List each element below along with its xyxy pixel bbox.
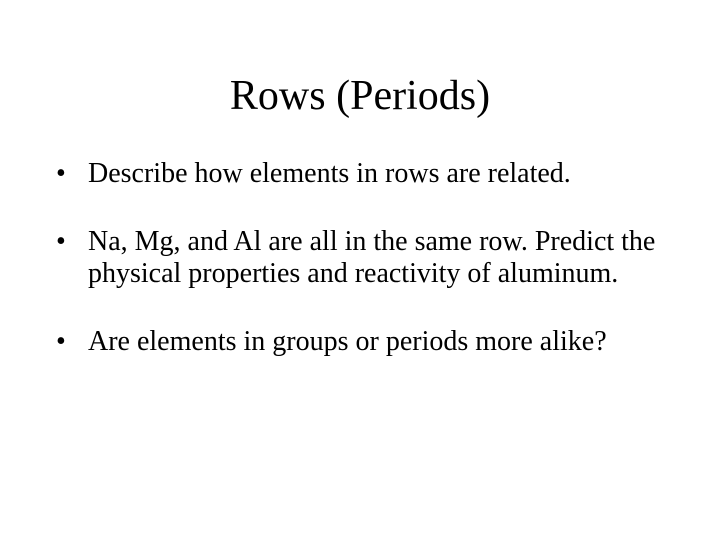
bullet-marker: • — [56, 326, 66, 357]
bullet-list — [56, 158, 676, 358]
bullet-marker: • — [56, 158, 66, 189]
slide-title: Rows (Periods) — [229, 73, 491, 119]
bullet-item-3 — [56, 326, 676, 358]
bullet-text-1: Describe how elements in rows are related. — [88, 158, 571, 189]
bullet-item-1 — [56, 158, 676, 190]
bullet-text-3: Are elements in groups or periods more alike? — [88, 326, 607, 357]
bullet-marker: • — [56, 226, 66, 257]
bullet-text-2: Na, Mg, and Al are all in the same row. Predict the physical properties and reactivity of aluminum. — [88, 226, 656, 289]
bullet-item-2 — [56, 226, 676, 290]
